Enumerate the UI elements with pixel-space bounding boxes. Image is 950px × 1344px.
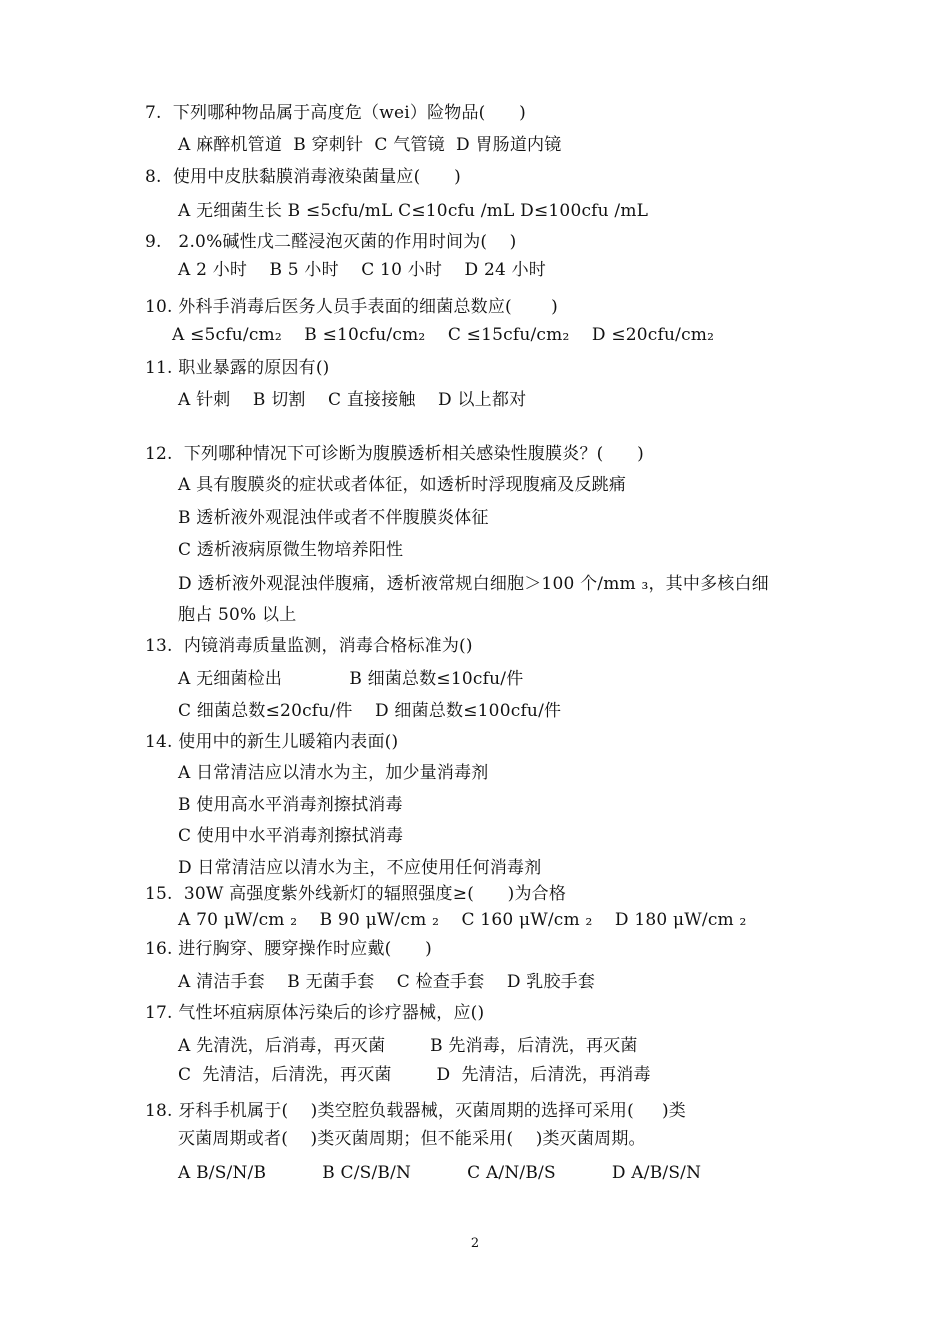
question-8-options: A 无细菌生长 B ≤5cfu/mL C≤10cfu /mL D≤100cfu /mL [178,201,649,221]
question-18: 18. 牙科手机属于( )类空腔负载器械，灭菌周期的选择可采用( )类 [145,1101,687,1121]
question-15: 15. 30W 高强度紫外线新灯的辐照强度≥( )为合格 [145,884,567,904]
page-number: 2 [470,1236,480,1251]
question-8: 8. 使用中皮肤黏膜消毒液染菌量应( ) [145,167,461,187]
question-10-options: A ≤5cfu/cm₂ B ≤10cfu/cm₂ C ≤15cfu/cm₂ D ≤20cfu/cm₂ [172,325,715,345]
question-13-options-ab: A 无细菌检出 B 细菌总数≤10cfu/件 [178,669,524,689]
question-9-options: A 2 小时 B 5 小时 C 10 小时 D 24 小时 [178,260,546,280]
question-13: 13. 内镜消毒质量监测，消毒合格标准为() [145,636,473,656]
question-9: 9. 2.0%碱性戊二醛浸泡灭菌的作用时间为( ) [145,232,517,252]
question-12-option-c: C 透析液病原微生物培养阳性 [178,540,404,560]
question-11-options: A 针刺 B 切割 C 直接接触 D 以上都对 [178,390,527,410]
question-7-options: A 麻醉机管道 B 穿刺针 C 气管镜 D 胃肠道内镜 [178,135,562,155]
question-14-option-b: B 使用高水平消毒剂擦拭消毒 [178,795,403,815]
question-16-options: A 清洁手套 B 无菌手套 C 检查手套 D 乳胶手套 [178,972,596,992]
question-14-option-d: D 日常清洁应以清水为主，不应使用任何消毒剂 [178,858,542,878]
question-10: 10. 外科手消毒后医务人员手表面的细菌总数应( ) [145,297,558,317]
question-14: 14. 使用中的新生儿暖箱内表面() [145,732,399,752]
question-18-cont: 灭菌周期或者( )类灭菌周期；但不能采用( )类灭菌周期。 [178,1129,646,1149]
question-16: 16. 进行胸穿、腰穿操作时应戴( ) [145,939,432,959]
question-12-option-b: B 透析液外观混浊伴或者不伴腹膜炎体征 [178,508,489,528]
question-17-options-cd: C 先清洁，后清洗，再灭菌 D 先清洁，后清洗，再消毒 [178,1065,651,1085]
question-7: 7. 下列哪种物品属于高度危（wei）险物品( ) [145,103,526,123]
question-12-option-d: D 透析液外观混浊伴腹痛，透析液常规白细胞＞100 个/mm ₃，其中多核白细 [178,574,769,594]
question-12: 12. 下列哪种情况下可诊断为腹膜透析相关感染性腹膜炎？( ) [145,444,644,464]
question-11: 11. 职业暴露的原因有() [145,358,330,378]
question-12-option-a: A 具有腹膜炎的症状或者体征，如透析时浮现腹痛及反跳痛 [178,475,627,495]
question-17-options-ab: A 先清洗，后消毒，再灭菌 B 先消毒，后清洗，再灭菌 [178,1036,638,1056]
question-18-options: A B/S/N/B B C/S/B/N C A/N/B/S D A/B/S/N [178,1163,702,1183]
question-14-option-c: C 使用中水平消毒剂擦拭消毒 [178,826,404,846]
question-13-options-cd: C 细菌总数≤20cfu/件 D 细菌总数≤100cfu/件 [178,701,562,721]
question-17: 17. 气性坏疽病原体污染后的诊疗器械，应() [145,1003,485,1023]
question-12-option-d-cont: 胞占 50% 以上 [178,605,297,625]
question-15-options: A 70 μW/cm ₂ B 90 μW/cm ₂ C 160 μW/cm ₂ D 180 μW/cm ₂ [178,910,747,930]
question-14-option-a: A 日常清洁应以清水为主，加少量消毒剂 [178,763,489,783]
